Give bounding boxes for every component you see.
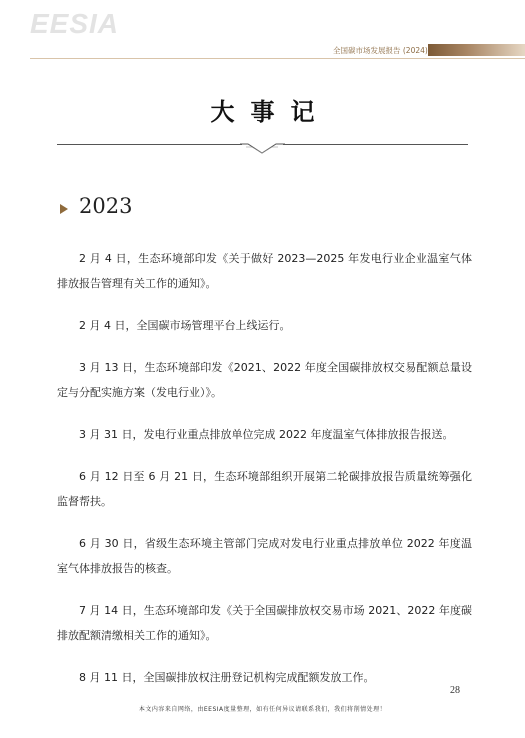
event-entry: 3 月 31 日，发电行业重点排放单位完成 2022 年度温室气体排放报告报送。 [79, 428, 454, 441]
report-title: 全国碳市场发展报告 (2024) [333, 46, 428, 55]
header-divider [30, 58, 525, 59]
footer-disclaimer: 本文内容来自网络，由EESIA度量整理，如有任何异议请联系我们，我们将削情处理！ [138, 706, 387, 713]
event-entry: 8 月 11 日，全国碳排放权注册登记机构完成配额发放工作。 [79, 671, 375, 684]
title-notch-ornament [240, 137, 285, 154]
event-list [57, 246, 472, 707]
event-entry: 3 月 13 日，生态环境部印发《2021、2022 年度全国碳排放权交易配额总量设定与分配实施方案（发电行业）》。 [57, 361, 472, 399]
page-number: 28 [450, 685, 460, 696]
event-entry: 2 月 4 日，全国碳市场管理平台上线运行。 [79, 319, 291, 332]
year-heading: 2023 [79, 194, 133, 218]
event-entry: 7 月 14 日，生态环境部印发《关于全国碳排放权交易市场 2021、2022 年度碳排放配额清缴相关工作的通知》。 [57, 604, 472, 642]
header-accent-bar [428, 44, 525, 56]
event-entry: 2 月 4 日，生态环境部印发《关于做好 2023—2025 年发电行业企业温室气体排放报告管理有关工作的通知》。 [57, 252, 472, 290]
event-entry: 6 月 12 日至 6 月 21 日，生态环境部组织开展第二轮碳排放报告质量统筹强化监督帮扶。 [57, 470, 472, 508]
title-rule-right [283, 144, 468, 145]
title-rule-left [57, 144, 242, 145]
triangle-bullet-icon [60, 204, 68, 214]
page-title: 大事记 [210, 97, 331, 126]
event-entry: 6 月 30 日，省级生态环境主管部门完成对发电行业重点排放单位 2022 年度温室气体排放报告的核查。 [57, 537, 472, 575]
brand-logo: EESIA [30, 8, 120, 39]
